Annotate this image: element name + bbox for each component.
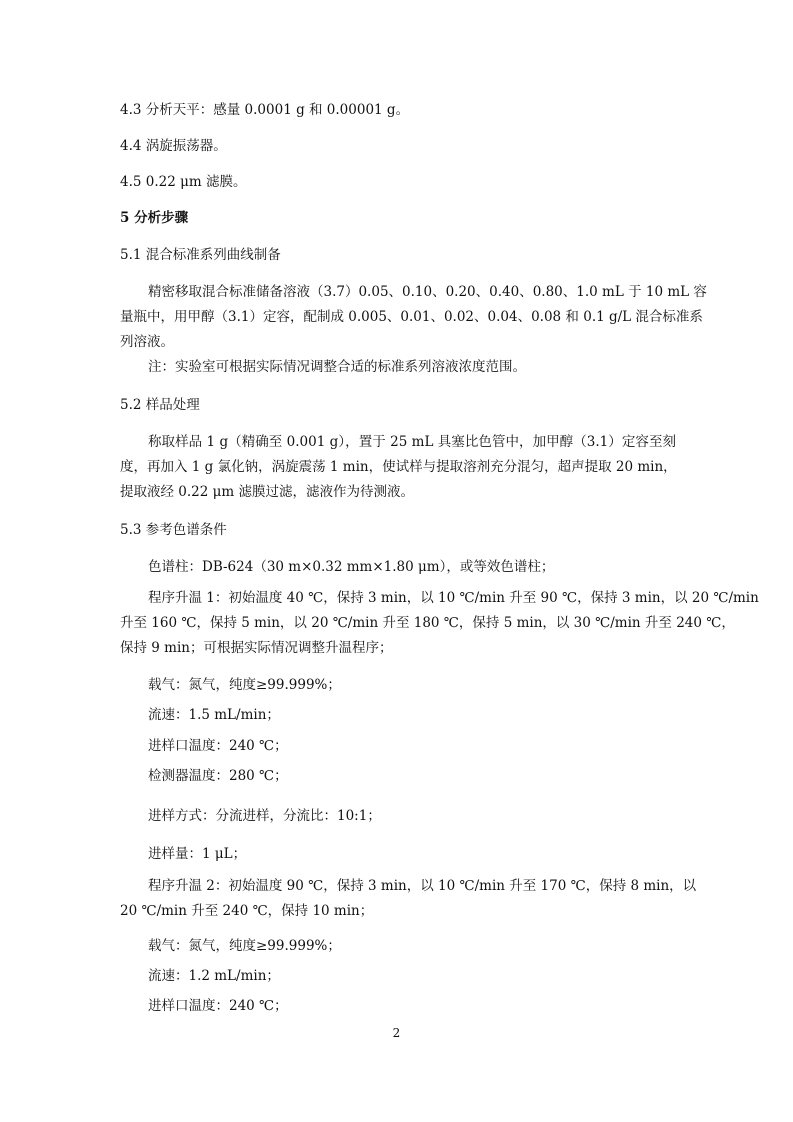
page-number: 2 (392, 1026, 401, 1040)
carrier-gas-1: 载气：氮气，纯度≥99.999%； (148, 677, 341, 693)
paragraph-5-2-line-3: 提取液经 0.22 μm 滤膜过滤，滤液作为待测液。 (120, 484, 415, 500)
paragraph-5-1-line-3: 列溶液。 (120, 334, 174, 350)
item-4-5-filter-membrane: 4.5 0.22 μm 滤膜。 (120, 174, 247, 190)
paragraph-5-1-line-1: 精密移取混合标准储备溶液（3.7）0.05、0.10、0.20、0.40、0.80、1.0 mL 于 10 mL 容 (148, 284, 707, 300)
paragraph-5-2-line-2: 度，再加入 1 g 氯化钠，涡旋震荡 1 min，使试样与提取溶剂充分混匀，超声提取 20 min， (120, 459, 677, 475)
carrier-gas-2: 载气：氮气，纯度≥99.999%； (148, 938, 341, 954)
paragraph-5-1-line-2: 量瓶中，用甲醇（3.1）定容，配制成 0.005、0.01、0.02、0.04、0.08 和 0.1 g/L 混合标准系 (120, 309, 703, 325)
temp-program-1-line-2: 升至 160 ℃，保持 5 min，以 20 ℃/min 升至 180 ℃，保持 5 min，以 30 ℃/min 升至 240 ℃， (120, 615, 735, 631)
subsection-5-2-heading: 5.2 样品处理 (120, 397, 200, 413)
injection-mode: 进样方式：分流进样，分流比：10:1； (148, 808, 381, 824)
flow-rate-2: 流速：1.2 mL/min； (148, 968, 280, 984)
item-4-3-analytical-balance: 4.3 分析天平：感量 0.0001 g 和 0.00001 g。 (120, 102, 410, 118)
section-5-heading: 5 分析步骤 (120, 210, 189, 226)
temp-program-2-line-2: 20 ℃/min 升至 240 ℃，保持 10 min； (120, 903, 374, 919)
detector-temp: 检测器温度：280 ℃； (148, 768, 288, 784)
item-4-4-vortex-oscillator: 4.4 涡旋振荡器。 (120, 138, 227, 154)
paragraph-5-2-line-1: 称取样品 1 g（精确至 0.001 g），置于 25 mL 具塞比色管中，加甲醇（3.1）定容至刻 (148, 434, 676, 450)
note-standard-range: 注：实验室可根据实际情况调整合适的标准系列溶液浓度范围。 (148, 359, 526, 375)
injector-temp-2: 进样口温度：240 ℃； (148, 998, 288, 1014)
temp-program-2-line-1: 程序升温 2：初始温度 90 ℃，保持 3 min，以 10 ℃/min 升至 170 ℃，保持 8 min，以 (148, 878, 697, 894)
injection-volume: 进样量：1 μL； (148, 846, 247, 862)
injector-temp-1: 进样口温度：240 ℃； (148, 738, 288, 754)
temp-program-1-line-3: 保持 9 min；可根据实际情况调整升温程序； (120, 640, 393, 656)
temp-program-1-line-1: 程序升温 1：初始温度 40 ℃，保持 3 min，以 10 ℃/min 升至 90 ℃，保持 3 min，以 20 ℃/min (148, 590, 759, 606)
subsection-5-1-heading: 5.1 混合标准系列曲线制备 (120, 247, 281, 263)
flow-rate-1: 流速：1.5 mL/min； (148, 707, 280, 723)
column-spec: 色谱柱：DB-624（30 m×0.32 mm×1.80 μm），或等效色谱柱； (148, 559, 555, 575)
subsection-5-3-heading: 5.3 参考色谱条件 (120, 522, 227, 538)
